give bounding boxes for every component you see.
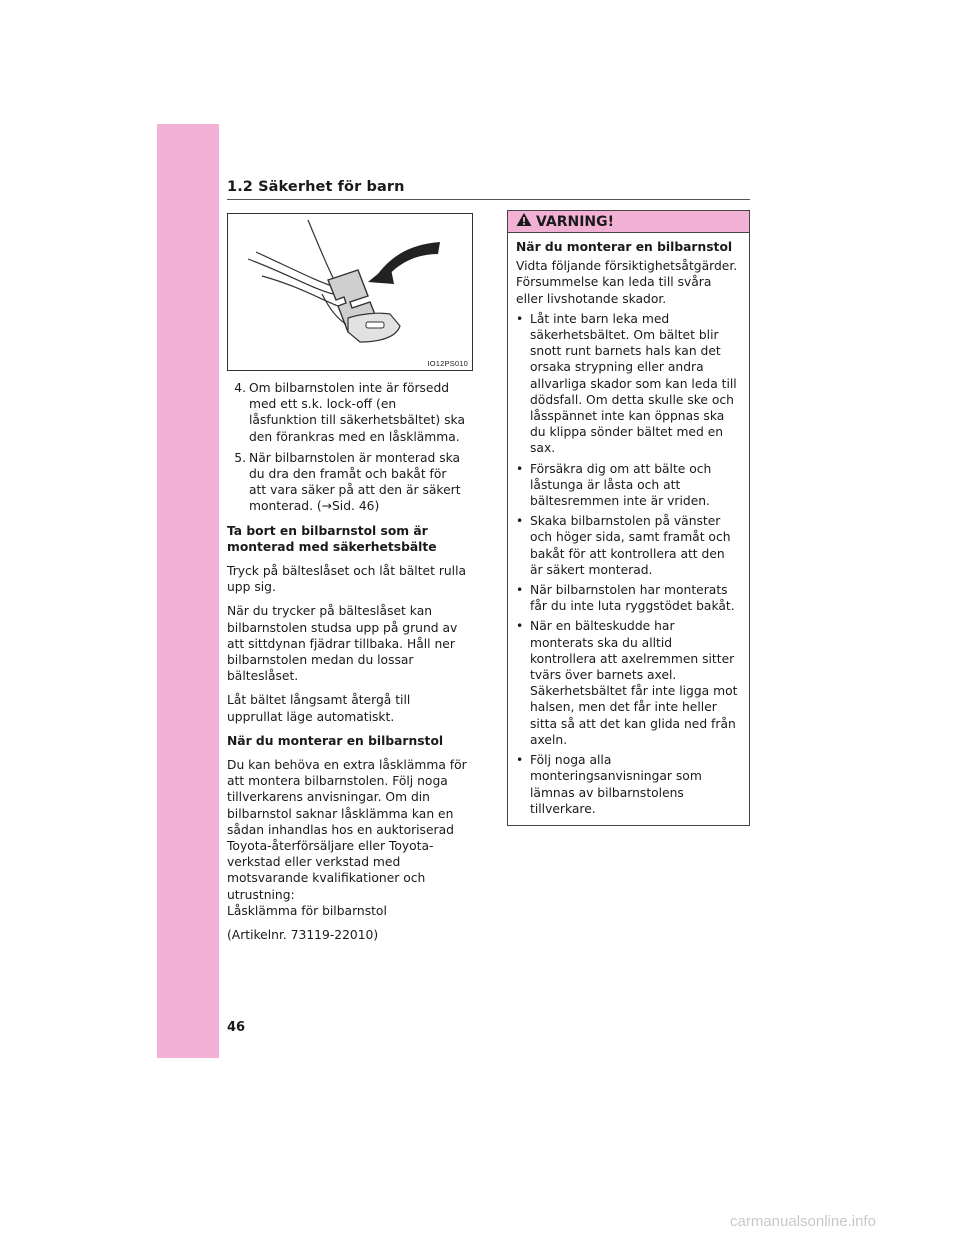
figure-code: IO12PS010 — [427, 359, 468, 368]
section-divider — [227, 199, 750, 200]
step-text: Om bilbarnstolen inte är försedd med ett s.k. lock-off (en låsfunktion till säkerhetsbältet) ska den förankras med en låsklämma. — [249, 381, 465, 444]
warning-title: VARNING! — [536, 213, 615, 230]
warning-heading: När du monterar en bilbarnstol — [516, 240, 733, 254]
watermark: carmanualsonline.info — [730, 1213, 876, 1230]
warning-box — [507, 210, 750, 826]
step-item — [227, 450, 467, 515]
install-heading: När du monterar en bilbarnstol — [227, 733, 444, 748]
warning-bullet: • När bilbarnstolen har monterats får du inte luta ryggstödet bakåt. — [516, 582, 741, 614]
step-number: 5. — [234, 450, 246, 465]
step-text: När bilbarnstolen är monterad ska du dra den framåt och bakåt för att vara säker på att den är säkert monterad. (→Sid. 46) — [249, 450, 461, 514]
remove-heading: Ta bort en bilbarnstol som är monterad med säkerhetsbälte — [227, 523, 437, 554]
install-item: Låsklämma för bilbarnstol — [227, 903, 387, 918]
step-item — [227, 380, 467, 445]
warning-bullet-text: När en bälteskudde har monterats ska du alltid kontrollera att axelremmen sitter tvärs över barnets axel. Säkerhetsbältet får inte ligga mot halsen, men det får inte heller sitta så att det kan glida ned från axeln. — [530, 619, 738, 747]
body-column-left — [227, 380, 467, 951]
warning-bullet: • Skaka bilbarnstolen på vänster och höger sida, samt framåt och bakåt för att kontrollera att den är säkert monterad. — [516, 513, 741, 578]
warning-bullet: • Låt inte barn leka med säkerhetsbältet. Om bältet blir snott runt barnets hals kan det orsaka strypning eller andra allvarliga skador som kan leda till dödsfall. Om detta skulle ske och låsspännet inte kan öppnas ska du klippa sönder bältet med en sax. — [516, 311, 741, 457]
paragraph: När du trycker på bälteslåset kan bilbarnstolen studsa upp på grund av att sittdynan fjädrar tillbaka. Håll ner bilbarnstolen medan du lossar bälteslåset. — [227, 604, 458, 684]
warning-intro: Vidta följande försiktighetsåtgärder. Försummelse kan leda till svåra eller livshotande skador. — [516, 259, 738, 306]
warning-header — [508, 211, 749, 233]
warning-bullet-text: Följ noga alla monteringsanvisningar som lämnas av bilbarnstolens tillverkare. — [530, 753, 702, 816]
warning-bullet: • Försäkra dig om att bälte och låstunga är låsta och att bältesremmen inte är vriden. — [516, 461, 741, 510]
warning-bullet: • Följ noga alla monteringsanvisningar som lämnas av bilbarnstolens tillverkare. — [516, 752, 741, 817]
section-heading: 1.2 Säkerhet för barn — [227, 179, 405, 195]
warning-bullet-text: Låt inte barn leka med säkerhetsbältet. Om bältet blir snott runt barnets hals kan det orsaka strypning eller andra allvarliga skador som kan leda till dödsfall. Om detta skulle ske och låsspännet inte kan öppnas ska du klippa sönder bältet med en sax. — [530, 311, 737, 456]
part-number: (Artikelnr. 73119-22010) — [227, 928, 379, 943]
warning-bullet-text: Försäkra dig om att bälte och låstunga är låsta och att bältesremmen inte är vriden. — [530, 461, 712, 509]
step-number: 4. — [234, 381, 246, 395]
install-paragraph: Du kan behöva en extra låsklämma för att montera bilbarnstolen. Följ noga tillverkarens anvisningar. Om din bilbarnstol saknar låsklämma kan en sådan inhandlas hos en auktoriserad Toyota-återförsäljare eller Toyota-verkstad eller verkstad med motsvarande kvalifikationer och utrustning: — [227, 758, 467, 902]
chapter-side-tab — [157, 124, 219, 1058]
warning-body — [508, 233, 749, 817]
paragraph: Låt bältet långsamt återgå till upprullat läge automatiskt. — [227, 693, 411, 724]
page-number: 46 — [227, 1020, 246, 1035]
paragraph: Tryck på bälteslåset och låt bältet rulla upp sig. — [227, 564, 467, 595]
warning-triangle-icon — [516, 212, 532, 231]
warning-bullet-text: Skaka bilbarnstolen på vänster och höger sida, samt framåt och bakåt för att kontrollera att den är säkert monterad. — [530, 514, 731, 577]
lock-clip-drawing — [228, 214, 472, 370]
lock-clip-illustration — [227, 213, 473, 371]
warning-bullet-text: När bilbarnstolen har monterats får du inte luta ryggstödet bakåt. — [530, 583, 735, 614]
warning-bullet: • När en bälteskudde har monterats ska du alltid kontrollera att axelremmen sitter tvärs över barnets axel. Säkerhetsbältet får inte ligga mot halsen, men det får inte heller sitta så att det kan glida ned från axeln. — [516, 618, 741, 748]
